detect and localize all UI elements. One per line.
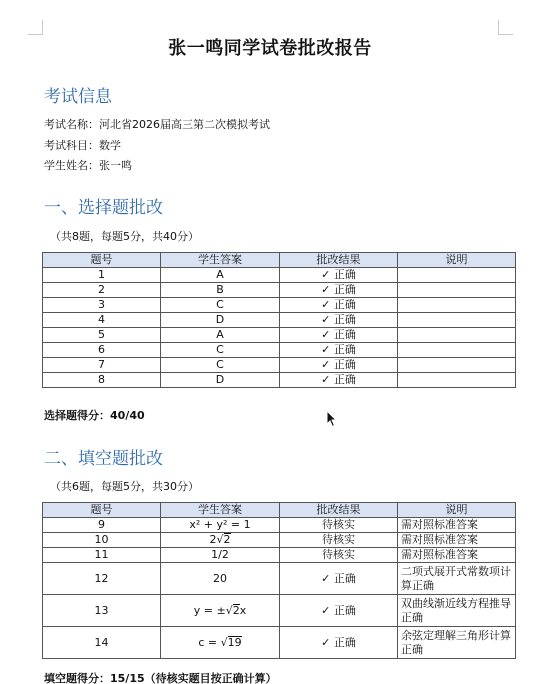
section2-heading: 二、填空题批改 — [44, 449, 163, 469]
exam-info-heading: 考试信息 — [44, 87, 112, 107]
cell-no: 7 — [43, 358, 161, 373]
cell-no: 9 — [43, 518, 161, 533]
sqrt-sign: √ — [225, 603, 233, 617]
header-question-no: 题号 — [43, 503, 161, 518]
cell-result: ✓ 正确 — [280, 358, 398, 373]
cell-no: 6 — [43, 343, 161, 358]
cell-result: ✓ 正确 — [280, 313, 398, 328]
answer-prefix: y = ± — [193, 603, 226, 617]
cell-note — [398, 313, 516, 328]
radicand: 2 — [223, 533, 231, 546]
section2-note: （共6题，每题5分，共30分） — [50, 480, 199, 493]
cell-note — [398, 373, 516, 388]
cell-answer: C — [161, 298, 280, 313]
cell-answer: D — [161, 373, 280, 388]
table-row — [43, 298, 516, 313]
table-header-row — [43, 503, 516, 518]
cell-answer: 20 — [161, 563, 280, 595]
cell-result: ✓ 正确 — [280, 627, 398, 659]
cell-note: 需对照标准答案 — [398, 518, 516, 533]
choice-table — [42, 252, 516, 388]
cell-result: ✓ 正确 — [280, 298, 398, 313]
radicand: 2 — [232, 603, 240, 617]
answer-prefix: c = — [198, 635, 221, 649]
cell-note — [398, 358, 516, 373]
cell-no: 10 — [43, 533, 161, 548]
cell-answer — [161, 627, 280, 659]
cell-no: 4 — [43, 313, 161, 328]
cell-answer: D — [161, 313, 280, 328]
table-row — [43, 563, 516, 595]
exam-name: 考试名称：河北省2026届高三第二次模拟考试 — [44, 118, 270, 131]
table-header-row — [43, 253, 516, 268]
cell-result: ✓ 正确 — [280, 373, 398, 388]
table-row — [43, 627, 516, 659]
table-row — [43, 268, 516, 283]
cell-no: 8 — [43, 373, 161, 388]
cell-answer: A — [161, 268, 280, 283]
section1-heading: 一、选择题批改 — [44, 198, 163, 218]
cell-note: 双曲线渐近线方程推导正确 — [398, 595, 516, 627]
cell-result: ✓ 正确 — [280, 563, 398, 595]
cell-result: 待核实 — [280, 533, 398, 548]
cell-note — [398, 298, 516, 313]
cell-answer: 1/2 — [161, 548, 280, 563]
cell-note: 需对照标准答案 — [398, 548, 516, 563]
cell-no: 11 — [43, 548, 161, 563]
header-question-no: 题号 — [43, 253, 161, 268]
cell-answer: C — [161, 358, 280, 373]
table-row — [43, 548, 516, 563]
table-row — [43, 328, 516, 343]
cell-answer: C — [161, 343, 280, 358]
header-result: 批改结果 — [280, 253, 398, 268]
cell-result: ✓ 正确 — [280, 283, 398, 298]
section1-score: 选择题得分：40/40 — [44, 409, 145, 422]
cell-answer: A — [161, 328, 280, 343]
cell-result: 待核实 — [280, 518, 398, 533]
answer-suffix: x — [239, 603, 247, 617]
cell-no: 13 — [43, 595, 161, 627]
table-row — [43, 373, 516, 388]
cell-note: 需对照标准答案 — [398, 533, 516, 548]
table-row — [43, 343, 516, 358]
table-row — [43, 313, 516, 328]
cell-result: 待核实 — [280, 548, 398, 563]
cell-result: ✓ 正确 — [280, 268, 398, 283]
section1-note: （共8题，每题5分，共40分） — [50, 230, 199, 243]
report-title: 张一鸣同学试卷批改报告 — [168, 38, 372, 59]
cell-answer — [161, 595, 280, 627]
header-note: 说明 — [398, 503, 516, 518]
cell-note: 二项式展开式常数项计算正确 — [398, 563, 516, 595]
cell-result: ✓ 正确 — [280, 595, 398, 627]
cell-no: 5 — [43, 328, 161, 343]
cell-answer — [161, 533, 280, 548]
student-name: 学生姓名：张一鸣 — [44, 159, 132, 172]
cell-answer: B — [161, 283, 280, 298]
cell-note — [398, 328, 516, 343]
cell-note — [398, 343, 516, 358]
cell-note — [398, 268, 516, 283]
cell-no: 14 — [43, 627, 161, 659]
mouse-cursor-icon — [326, 410, 338, 428]
table-row — [43, 358, 516, 373]
cell-no: 2 — [43, 283, 161, 298]
cell-result: ✓ 正确 — [280, 343, 398, 358]
header-note: 说明 — [398, 253, 516, 268]
cell-note: 余弦定理解三角形计算正确 — [398, 627, 516, 659]
table-row — [43, 283, 516, 298]
table-row — [43, 595, 516, 627]
cell-no: 12 — [43, 563, 161, 595]
table-row — [43, 533, 516, 548]
sqrt-sign: √ — [216, 533, 224, 546]
page-corner-mark — [498, 20, 513, 35]
header-result: 批改结果 — [280, 503, 398, 518]
header-student-answer: 学生答案 — [161, 253, 280, 268]
header-student-answer: 学生答案 — [161, 503, 280, 518]
cell-note — [398, 283, 516, 298]
cell-no: 3 — [43, 298, 161, 313]
radicand: 19 — [227, 635, 242, 649]
cell-result: ✓ 正确 — [280, 328, 398, 343]
answer-prefix: 2 — [209, 533, 217, 546]
exam-subject: 考试科目：数学 — [44, 139, 121, 152]
cell-answer: x² + y² = 1 — [161, 518, 280, 533]
cell-no: 1 — [43, 268, 161, 283]
section2-score: 填空题得分：15/15（待核实题目按正确计算） — [44, 672, 277, 684]
table-row — [43, 518, 516, 533]
sqrt-sign: √ — [220, 635, 228, 649]
page-corner-mark — [28, 20, 43, 35]
fill-blank-table — [42, 502, 516, 659]
